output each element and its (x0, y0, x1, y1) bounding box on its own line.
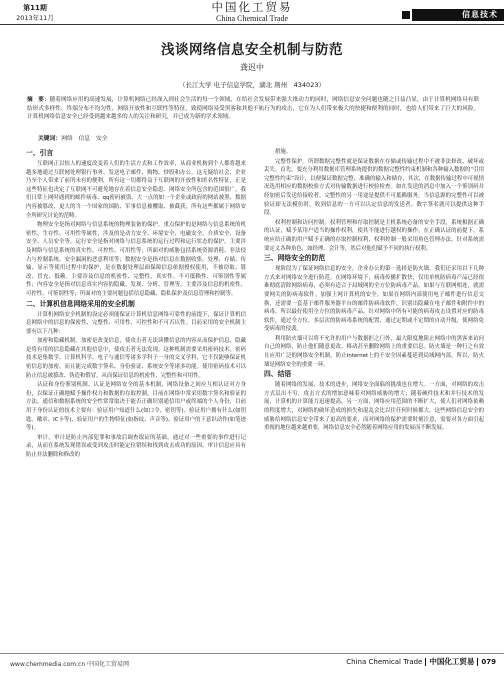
body-paragraph: 加密和隐藏机制。加密是改变信息，使攻击者无法读懂信息的内容从而保护信息，隐藏是将有用的信息隐藏在其他信息中，使攻击者无法发现。这种机制需要采用密码技术。密码技术是集数学、计算机科学、电子与通信等诸多学科于一身的交叉学科，它不仅能够保证机密信息的加密，而且能完成数字签名、身份验证、系统安全等诸多功能。使用密码技术可以防止信息被篡改、伪造和假冒，从而保证信息的机密性、完整性和可用性。 (26, 338, 246, 379)
journal-title (160, 1, 344, 24)
journal-name-cn: 中国化工贸易 (211, 0, 293, 14)
author-affiliation: （长江大学 电子信息学院，湖北 荆州 434023） (179, 81, 325, 89)
footer-journal-en: China Chemical Trade (346, 658, 423, 666)
body-paragraph: 现阶段为了保证网络信息的安全，企业办公的第一选择是防火墙，我们还采用以下几种方式来对网络安全进行防范。在网络环境下，病毒传播扩散快，仅用单机防病毒产品已经很难彻底清除网络病毒，必须有适合于局域网的全方位防病毒产品。如果与互联网相连，就需要网关的防病毒软件。加强上网计算机的安全。如果在网络内部使用电子邮件进行信息交换，还需要一套基于邮件服务器平台的邮件防病毒软件，识别出隐藏在电子邮件和附件中的病毒。所以最好使用全方位的防病毒产品，针对网络中所有可能的病毒攻击设置对应的防毒软件，通过全方位、多层次的防病毒系统的配置，通过定期或不定期的自动升级，使网络免受病毒的侵袭。 (264, 266, 484, 333)
body-paragraph: 认证和身份鉴别机制。认证是网络安全的基本机制，网络设备之间应互相认证对方身份，以保证正确地赋予操作权力和数据的存取控制。目前在网络中常采用数字签名和验证的方法，通信和数据系统的安全性常常取决于能否正确识别通信用户或终端的个人身份，目前用于身份认证的技术主要有：验证用户知道什么(如口令、密钥等)、验证用户拥有什么(如钥匙、徽章、IC卡等)、验证用户的生物特征(如指纹、声音等)、验证用户的下意识动作(如笔迹等)。 (26, 382, 246, 432)
footer-separator (477, 658, 478, 666)
keywords-text: 网络 信息 安全 (61, 136, 108, 142)
body-paragraph: 措施。 (275, 149, 292, 155)
article-author: 龚迟中 (240, 63, 264, 72)
issue-number: 第11期 (23, 4, 47, 12)
body-paragraph: 互联网正以惊人的速度改变着人们的生活方式和工作效率，从商业机构到个人都将越来越多地通过互联网处理银行事务、发送电子邮件、购物、炒股和办公，这无疑给社会、企业乃至个人带来了前所未有的便利，所有这一切都得益于互联网的开放性和匿名性特征，正是这些特征也决定了互联网不可避免地存在着信息安全隐患。网络安全所包含的范围很广，我们日常上网时遇到的邮件病毒、qq密码被盗、大一点的如一个企业或政府的网站被黑、数据内容被篡改，更大的当一个国家的国防、军事信息被攫取、被截获，所有这些都属于网络安全所研究讨论的范畴。 (26, 161, 246, 219)
abstract-text: 随着网络应用的高速发展，计算机网络已经深入到社会生活的每一个领域，在给社会发展带来强大推动力的同时，网络信息安全问题也随之日益凸显，由于计算机网络具有联结形式多样性、终端分布不均匀性、网络开放性和互联性等特征，致使网络易受黑客和其他不轨行为的攻击，它在为人们带来极大的快捷和便利的同时，也给人们带来了巨大的风险。计算机网络信息安全已经受到越来越多的人的关注和研究，并已成为新的学术领域。 (27, 97, 479, 121)
body-paragraph: 权利控制和访问控制。权利管理和存取控制是主机系统必备的安全手段，系统根据正确的认证，赋予某用户适当的操作权利，使其不能进行越权的操作。在正确认证的前提下，系统应给正确的用户赋予正确的存取控制权利，权利控制一般采用角色管理办法，针对系统需要定义各种角色，如经理、会计等，然后对他们赋予不同的执行权利。 (264, 219, 484, 252)
section-heading: 三、网络安全的防范 (264, 254, 326, 263)
section-bar (400, 9, 504, 21)
article-title: 浅谈网络信息安全机制与防范 (161, 42, 343, 58)
section-heading: 四、结语 (264, 370, 292, 379)
body-paragraph: 随着网络的发展，技术的进步，网络安全面临的挑战也在增大。一方面，对网络的攻击方式层出不穷，攻击方式的增加意味着对网络威胁的增大；随着硬件技术和并行技术的发展，计算机的计算能力迅速提高，另一方面，网络应用范围的不断扩大，使人们对网络依赖的程度增大，对网络的破坏造成的损失和混乱会比以往任何时候都大。这些网络信息安全的威胁给网络信息安全带来了更高的要求，而对网络的保护需要时刻注意，需要对各方面引起重视的地位越来越重要，网络信息安全必然随着网络应用的发展而不断发展。 (264, 382, 484, 432)
body-paragraph: 利用防火墙可以将不允许的用户与数据拒之门外，最大限度地阻止网络中的黑客来访问自己的网络，防止他们随意更改、移动甚至删除网络上的重要信息。防火墙是一种行之有效且应用广泛的网络安全机制，防止Internet上的不安全因素蔓延到局域网内部，所以，防火墙是网络安全的重要一环。 (264, 335, 484, 368)
header-divider (0, 24, 504, 25)
footer-journal-cn: 中国化工贸易 (429, 657, 475, 666)
footer-url: www.chemmedia.com.cn 中国化工贸易网 (10, 661, 130, 668)
body-paragraph: 计算机网络安全机制的设定必须能保证计算机信息网络可靠性的前提下，保证计算机信息网络中的信息的保密性、完整性、可用性、可控性和不可否认性。目前采用的安全机制主要有以下几种： (26, 311, 246, 335)
keywords (38, 135, 478, 143)
body-paragraph: 物理安全是指对网络与信息系统的物理装备的保护。重点保护的是网络与信息系统的机密性、生存性、可用性等属性，涉及的是动力安全、环境安全、电磁安全、介质安全、设备安全、人员安全等。运行安全是指对网络与信息系统的运行过程和运行状态的保护。主要涉及网络与信息系统的真实性、可控性、可用性等；所面对的威胁包括系统资源消耗、非法侵占与控制系统、安全漏洞的恶意利用等；数据安全是指对信息在数据收集、处理、存储、传输、显示等使用过程中的保护，是在数据处理层面保障信息依据授权使用，不被窃取、篡改、冒充、抵赖。主要涉及信息的机密性、完整性、真实性、不可抵赖性、可鉴别性等属性；内容安全是指对信息真实内容的隐藏、发现、分析、管理等。主要涉及信息的机密性、可控性、可鉴别性等；所面对的主要问题包括信息隐藏、隐私保护及信息管理和控制等。 (26, 222, 246, 297)
masthead (0, 0, 504, 26)
section-heading: 二、计算机信息网络采用的安全机制 (26, 299, 135, 308)
issue-date: 2013年11月 (16, 14, 54, 22)
section-square-icon (400, 9, 412, 21)
body-paragraph: 审计。审计是防止内部犯罪和事故后调查取证的基础，通过对一些重要的事件进行记录，从而在系统发现错误或受到攻击时能定位错误和找到攻击成功的原因。审计信息应具有防止非法删除和修改的 (26, 434, 246, 458)
section-label: 信息技术 (462, 10, 498, 19)
body-column-right (264, 148, 484, 434)
body-column-left (26, 148, 246, 461)
issue-info (4, 3, 66, 23)
page-number: 079 (481, 658, 496, 666)
footer-journal (346, 656, 496, 667)
footer-divider (0, 653, 504, 654)
journal-name-en: China Chemical Trade (216, 14, 288, 23)
section-heading: 一、引言 (26, 149, 54, 157)
keywords-label: 关键词： (38, 136, 62, 142)
abstract-label: 摘 要： (27, 97, 50, 103)
body-paragraph: 完整性保护。所谓数据完整性就是保证数据在存储或传输过程中不被非法修改、破坏或丢失。首先，要充分利用数据库管理系统提供的数据完整性约束机制和各种输入数据的“引用完整性约束”设计，以便保证数据完整、准确的输入和储存，其次，在数据传输过程中可视情况选用相应的数据校验方式对传输数据进行校验检查。如在发送的消息中加入一个鉴别码并经加密后发送给接收者。完整性的另一用途是提供不可抵赖服务，当信息源的完整性可以被验证却无法模仿时，收到信息的一方可以认定信息的发送者。数字签名就可以提供这种手段。 (264, 158, 484, 217)
abstract (27, 96, 479, 122)
footer-separator (425, 658, 426, 666)
